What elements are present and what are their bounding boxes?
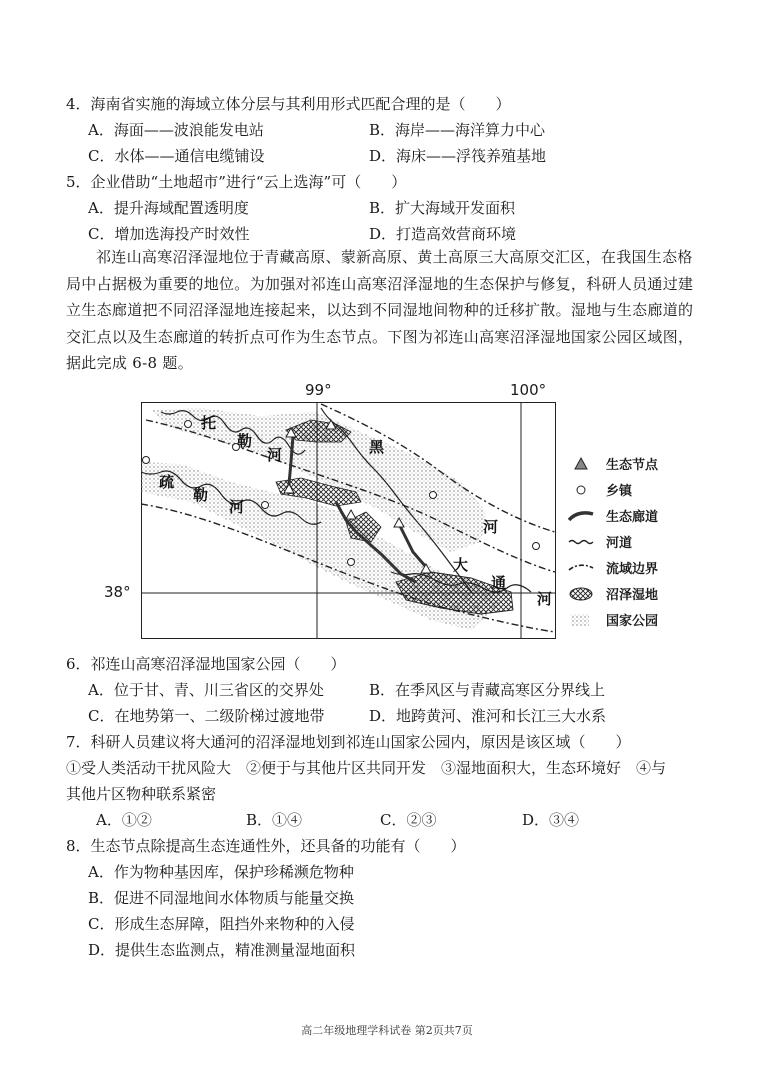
q6-option-d: D．地跨黄河、淮河和长江三大水系 xyxy=(369,707,607,725)
town xyxy=(533,543,540,550)
longitude-99-label: 99° xyxy=(305,381,332,399)
town xyxy=(348,559,355,566)
circle-town-icon xyxy=(568,482,594,498)
q8-option-c: C．形成生态屏障，阻挡外来物种的入侵 xyxy=(88,915,355,933)
longitude-100-label: 100° xyxy=(510,381,547,399)
river-char: 河 xyxy=(483,518,499,536)
river-char: 河 xyxy=(267,446,283,464)
q4-option-b: B．海岸——海洋算力中心 xyxy=(369,121,546,139)
town xyxy=(262,502,269,509)
marsh-hatch-icon xyxy=(568,586,594,602)
legend-label: 沼泽湿地 xyxy=(606,588,659,603)
basin-boundary-icon xyxy=(568,560,594,576)
passage: 祁连山高寒沼泽湿地位于青藏高原、蒙新高原、黄土高原三大高原交汇区，在我国生态格局中占据极为重要的地位。为加强对祁连山高寒沼泽湿地的生态保护与修复，科研人员通过建立生态廊道把不同沼泽湿地连接起来，以达到不同湿地间物种的迁移扩散。湿地与生态廊道的交汇点以及生态廊道的转折点可作为生态节点。下图为祁连山高寒沼泽湿地国家公园区域图，据此完成 6-8 题。 xyxy=(66,248,694,372)
q8-option-b: B．促进不同湿地间水体物质与能量交换 xyxy=(88,889,355,907)
q8-option-a: A．作为物种基因库，保护珍稀濒危物种 xyxy=(88,863,354,881)
legend-label: 生态节点 xyxy=(606,458,659,473)
river-line-icon xyxy=(568,534,594,550)
q5-stem: 5．企业借助“土地超市”进行“云上选海”可（ ） xyxy=(66,173,407,191)
river-char: 通 xyxy=(491,574,507,592)
q5-option-a: A．提升海域配置透明度 xyxy=(88,199,249,217)
q4-stem: 4．海南省实施的海域立体分层与其利用形式匹配合理的是（ ） xyxy=(66,95,511,113)
q7-option-d: D．③④ xyxy=(522,811,580,829)
q8-stem: 8．生态节点除提高生态连通性外，还具备的功能有（ ） xyxy=(66,837,466,855)
page-footer: 高二年级地理学科试卷 第2页共7页 xyxy=(301,1024,473,1037)
latitude-38-label: 38° xyxy=(104,583,131,601)
q5-option-d: D．打造高效营商环境 xyxy=(369,225,517,243)
q5-option-b: B．扩大海域开发面积 xyxy=(369,199,516,217)
q7-stem: 7．科研人员建议将大通河的沼泽湿地划到祁连山国家公园内，原因是该区域（ ） xyxy=(66,733,631,751)
river-char: 大 xyxy=(453,556,469,574)
q8-option-d: D．提供生态监测点，精准测量湿地面积 xyxy=(88,941,356,959)
q7-statements-line2: 其他片区物种联系紧密 xyxy=(66,785,217,803)
q7-statements-line1: ①受人类活动干扰风险大 ②便于与其他片区共同开发 ③湿地面积大，生态环境好 ④与 xyxy=(66,759,667,777)
river-char: 疏 xyxy=(159,473,175,491)
q4-option-a: A．海面——波浪能发电站 xyxy=(88,121,264,139)
river-char: 勒 xyxy=(193,486,209,504)
town xyxy=(185,421,192,428)
q6-stem: 6．祁连山高寒沼泽湿地国家公园（ ） xyxy=(66,655,346,673)
triangle-node-icon xyxy=(568,456,594,472)
park-dots-icon xyxy=(568,612,594,628)
q6-option-c: C．在地势第一、二级阶梯过渡地带 xyxy=(88,707,325,725)
river-char: 托 xyxy=(201,414,217,432)
legend-label: 流域边界 xyxy=(606,562,659,577)
q7-option-b: B．①④ xyxy=(246,811,303,829)
legend-label: 生态廊道 xyxy=(606,510,659,525)
river-char: 河 xyxy=(229,498,245,516)
q7-option-c: C．②③ xyxy=(380,811,437,829)
town xyxy=(430,492,437,499)
q4-option-c: C．水体——通信电缆铺设 xyxy=(88,147,265,165)
q4-option-d: D．海床——浮筏养殖基地 xyxy=(369,147,547,165)
q7-option-a: A．①② xyxy=(96,811,152,829)
river-char: 黑 xyxy=(369,438,385,456)
corridor-line-icon xyxy=(568,508,594,524)
map-legend xyxy=(568,454,678,644)
q5-option-c: C．增加选海投产时效性 xyxy=(88,225,250,243)
legend-label: 国家公园 xyxy=(606,614,659,629)
legend-label: 乡镇 xyxy=(606,484,633,499)
river-char: 河 xyxy=(537,590,553,608)
river-char: 勒 xyxy=(237,432,253,450)
legend-label: 河道 xyxy=(606,536,633,551)
town xyxy=(143,457,150,464)
national-park-map xyxy=(141,402,556,639)
q6-option-b: B．在季风区与青藏高寒区分界线上 xyxy=(369,681,606,699)
q6-option-a: A．位于甘、青、川三省区的交界处 xyxy=(88,681,324,699)
